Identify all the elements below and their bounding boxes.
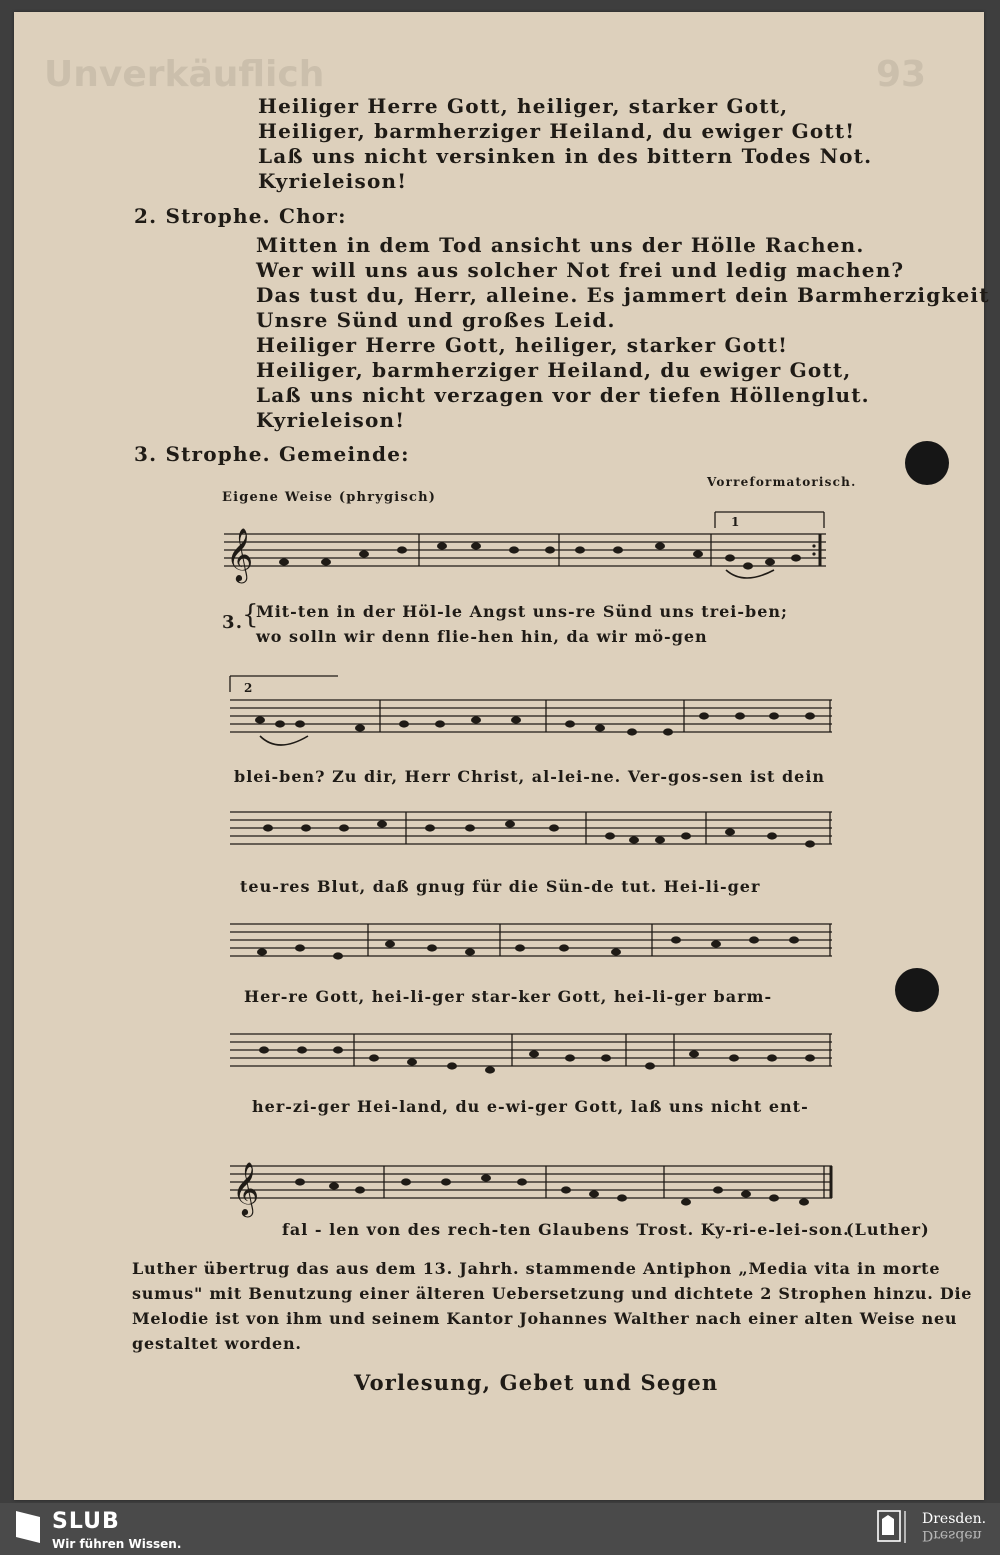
music-staff-3 (220, 790, 850, 870)
stanza2-line: Das tust du, Herr, alleine. Es jammert dein Barmherzigkeit (256, 283, 990, 307)
slub-name: SLUB (52, 1509, 120, 1534)
stanza1-line: Laß uns nicht versinken in des bittern Todes Not. (258, 144, 873, 168)
verse-brace: { (242, 600, 260, 630)
tune-label: Eigene Weise (phrygisch) (222, 490, 437, 505)
bleedthrough-page-number: 93 (876, 54, 927, 95)
note-line: gestaltet worden. (132, 1334, 302, 1353)
stanza2-line: Wer will uns aus solcher Not frei und ledig machen? (256, 258, 905, 282)
lyric-line: fal - len von des rech-ten Glaubens Trost. Ky-ri-e-lei-son. (282, 1220, 850, 1239)
library-footer (0, 1503, 1000, 1555)
music-staff-5 (220, 1012, 860, 1092)
svg-text:𝄞: 𝄞 (232, 1161, 260, 1215)
stanza2-line: Kyrieleison! (256, 408, 406, 432)
stanza2-line: Laß uns nicht verzagen vor der tiefen Höllenglut. (256, 383, 870, 407)
stanza3-heading: 3. Strophe. Gemeinde: (134, 442, 410, 466)
lyric-line: Her-re Gott, hei-li-ger star-ker Gott, hei-li-ger barm- (244, 987, 773, 1006)
slub-tagline: Wir führen Wissen. (52, 1537, 182, 1551)
lyric-line: Mit-ten in der Höl-le Angst uns-re Sünd uns trei-ben; (256, 602, 788, 621)
note-line: Melodie ist von ihm und seinem Kantor Johannes Walther nach einer alten Weise neu (132, 1309, 958, 1328)
stanza1-line: Heiliger, barmherziger Heiland, du ewiger Gott! (258, 119, 856, 143)
stanza1-line: Heiliger Herre Gott, heiliger, starker Gott, (258, 94, 789, 118)
music-staff-1 (214, 504, 844, 594)
lyric-line: teu-res Blut, daß gnug für die Sün-de tut. Hei-li-ger (240, 877, 761, 896)
origin-label: Vorreformatorisch. (707, 475, 857, 489)
lyric-line: her-zi-ger Hei-land, du e-wi-ger Gott, laß uns nicht ent- (252, 1097, 809, 1116)
lyric-line: wo solln wir denn flie-hen hin, da wir mö-gen (256, 627, 708, 646)
bleedthrough-left: Unverkäuflich (44, 54, 325, 95)
stanza1-line: Kyrieleison! (258, 169, 408, 193)
verse-number: 3. (222, 612, 244, 633)
punch-hole (905, 441, 949, 485)
note-line: Luther übertrug das aus dem 13. Jahrh. stammende Antiphon „Media vita in morte (132, 1259, 941, 1278)
stanza2-line: Unsre Sünd und großes Leid. (256, 308, 616, 332)
closing-heading: Vorlesung, Gebet und Segen (354, 1370, 719, 1395)
scanned-page (14, 12, 990, 1500)
dresden-crest-icon (876, 1509, 910, 1545)
music-staff-2 (220, 670, 850, 750)
note-line: sumus" mit Benutzung einer älteren Uebersetzung und dichtete 2 Strophen hinzu. Die (132, 1284, 973, 1303)
lyric-line: blei-ben? Zu dir, Herr Christ, al-lei-ne. Ver-gos-sen ist dein (234, 767, 826, 786)
author-attribution: (Luther) (846, 1220, 930, 1239)
stanza2-line: Mitten in dem Tod ansicht uns der Hölle Rachen. (256, 233, 865, 257)
punch-hole (895, 968, 939, 1012)
dresden-wordmark: Dresden. Dresden (922, 1511, 987, 1543)
volta-2-label: 2 (244, 681, 253, 695)
music-staff-4 (220, 902, 850, 982)
slub-logo-icon (14, 1509, 42, 1545)
stanza2-line: Heiliger, barmherziger Heiland, du ewiger Gott, (256, 358, 852, 382)
volta-1-label: 1 (731, 515, 740, 529)
stanza2-heading: 2. Strophe. Chor: (134, 204, 347, 228)
stanza2-line: Heiliger Herre Gott, heiliger, starker Gott! (256, 333, 789, 357)
svg-text:𝄞: 𝄞 (226, 527, 254, 581)
